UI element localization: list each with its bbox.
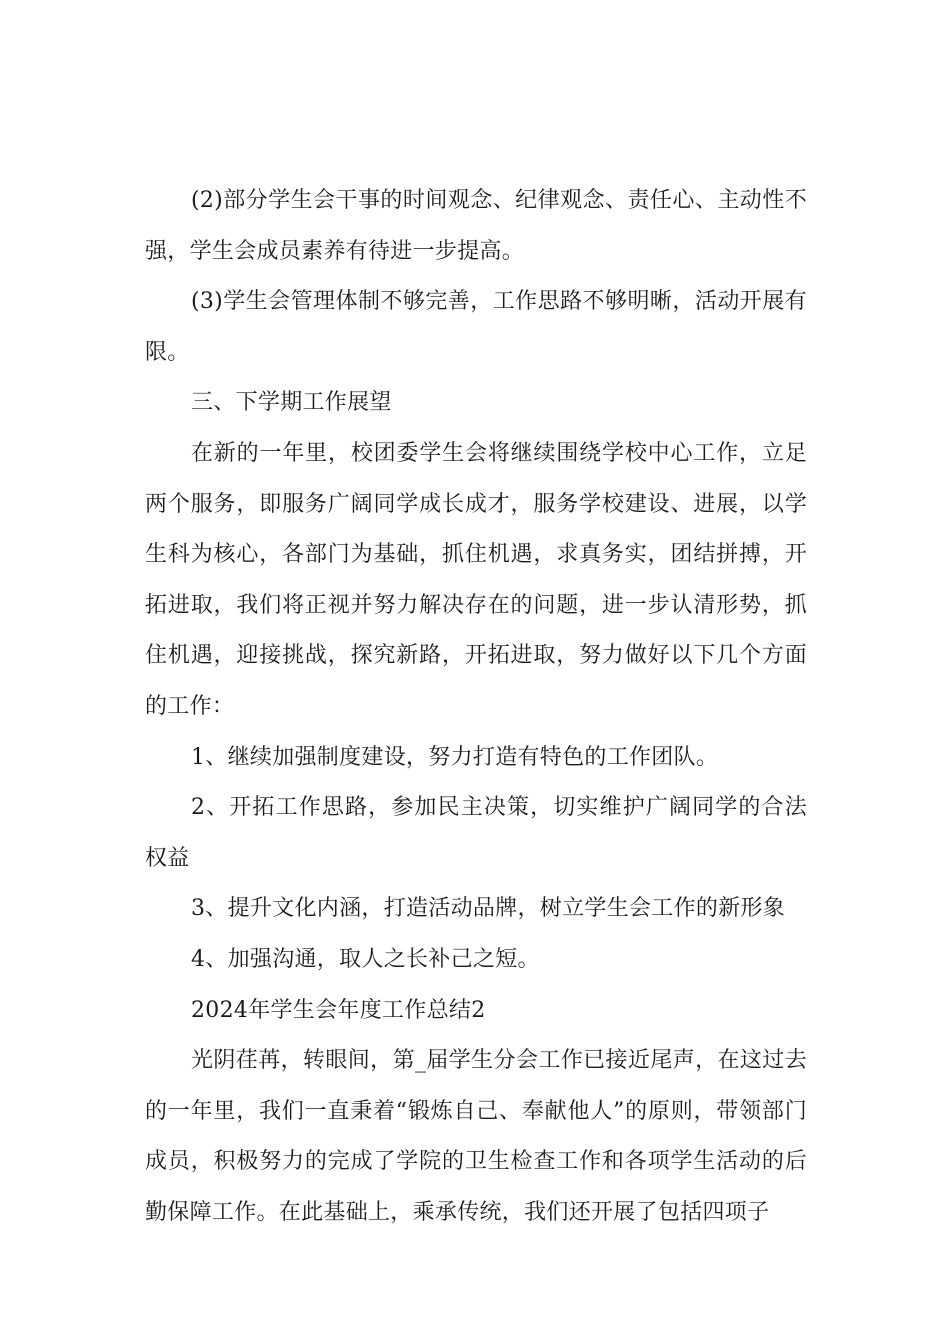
paragraph-item-3: (3)学生会管理体制不够完善，工作思路不够明晰，活动开展有限。: [145, 289, 807, 365]
document-title: 2024年学生会年度工作总结2: [191, 997, 486, 1023]
paragraph-outlook: 在新的一年里，校团委学生会将继续围绕学校中心工作，立足两个服务，即服务广阔同学成长成才，服务学校建设、进展，以学生科为核心，各部门为基础，抓住机遇，求真务实，团结拼搏，开拓进取，我们将正视并努力解决存在的问题，进一步认清形势，抓住机遇，迎接挑战，探究新路，开拓进取，努力做好以下几个方面的工作：: [145, 440, 807, 719]
list-item-3: 3、提升文化内涵，打造活动品牌，树立学生会工作的新形象: [191, 896, 786, 922]
list-item-2: 2、开拓工作思路，参加民主决策，切实维护广阔同学的合法权益: [145, 795, 807, 871]
paragraph-intro: 光阴荏苒，转眼间，第_届学生分会工作已接近尾声，在这过去的一年里，我们一直秉着“锻炼自己、奉献他人”的原则，带领部门成员，积极努力的完成了学院的卫生检查工作和各项学生活动的后勤保障工作。在此基础上，乘承传统，我们还开展了包括四项子: [145, 1048, 807, 1225]
document-page: [145, 176, 807, 1238]
section-heading: 三、下学期工作展望: [191, 390, 392, 416]
list-item-1: 1、继续加强制度建设，努力打造有特色的工作团队。: [191, 744, 719, 770]
paragraph-item-2: (2)部分学生会干事的时间观念、纪律观念、责任心、主动性不强，学生会成员素养有待进一步提高。: [145, 188, 807, 264]
list-item-4: 4、加强沟通，取人之长补己之短。: [191, 946, 540, 972]
